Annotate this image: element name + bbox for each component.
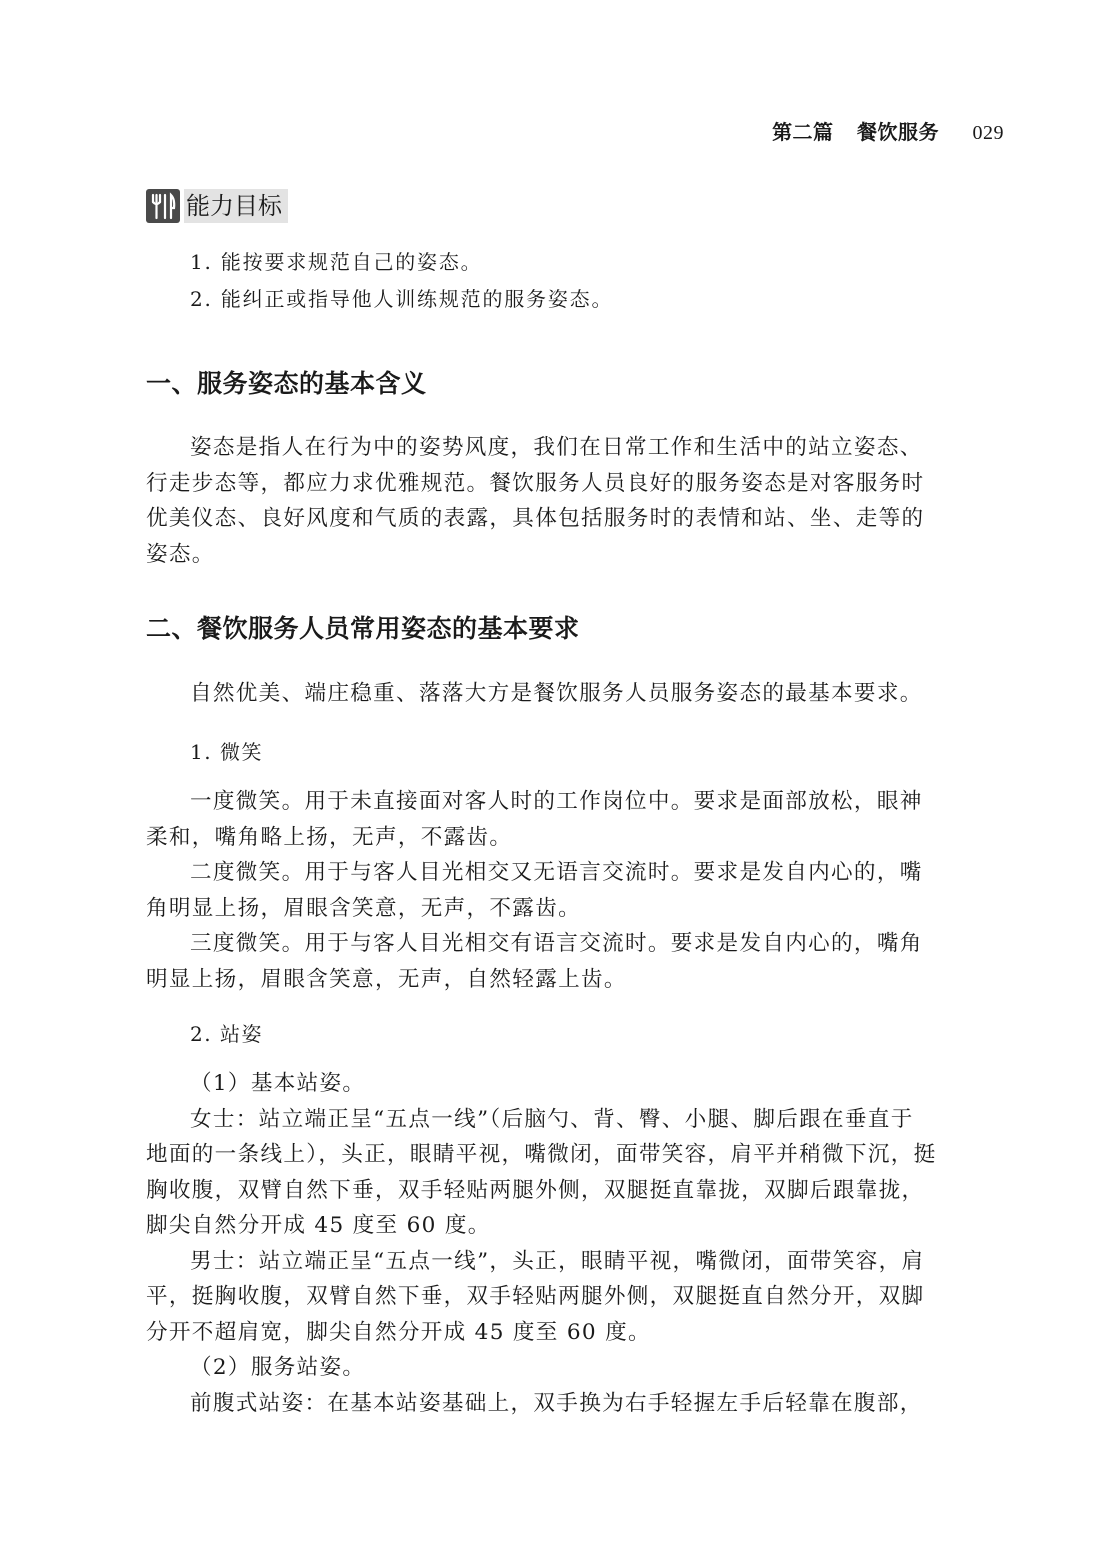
paragraph-line: 明显上扬，眉眼含笑意，无声，自然轻露上齿。 <box>146 966 627 992</box>
paragraph-line: 前腹式站姿：在基本站姿基础上，双手换为右手轻握左手后轻靠在腹部， <box>190 1390 923 1416</box>
paragraph-line: 脚尖自然分开成 45 度至 60 度。 <box>146 1213 491 1238</box>
paragraph-line: 二度微笑。用于与客人目光相交又无语言交流时。要求是发自内心的，嘴 <box>190 860 923 885</box>
fork-knife-icon <box>146 189 180 223</box>
smile-paragraphs <box>146 784 966 997</box>
ability-title: 能力目标 <box>184 189 288 223</box>
section-2-intro: 自然优美、端庄稳重、落落大方是餐饮服务人员服务姿态的最基本要求。 <box>190 681 923 706</box>
running-head <box>772 116 1004 145</box>
basic-stand-heading: （1）基本站姿。 <box>190 1071 366 1096</box>
chapter-label: 餐饮服务 <box>857 120 940 144</box>
paragraph-line: 姿态是指人在行为中的姿势风度，我们在日常工作和生活中的站立姿态、 <box>190 435 923 460</box>
objective-item-1: 1. 能按要求规范自己的姿态。 <box>190 250 483 274</box>
paragraph-line: 优美仪态、良好风度和气质的表露，具体包括服务时的表情和站、坐、走等的 <box>146 506 925 531</box>
service-stand-heading: （2）服务站姿。 <box>190 1355 366 1380</box>
section-1-paragraph <box>146 430 966 572</box>
paragraph-line: 角明显上扬，眉眼含笑意，无声，不露齿。 <box>146 895 581 921</box>
paragraph-line: 地面的一条线上），头正，眼睛平视，嘴微闭，面带笑容，肩平并稍微下沉，挺 <box>146 1142 937 1167</box>
ability-heading <box>146 188 288 224</box>
paragraph-line: 三度微笑。用于与客人目光相交有语言交流时。要求是发自内心的，嘴角 <box>190 931 923 956</box>
section-1-title: 一、服务姿态的基本含义 <box>146 369 427 398</box>
part-label: 第二篇 <box>772 120 834 144</box>
objective-item-2: 2. 能纠正或指导他人训练规范的服务姿态。 <box>190 287 614 311</box>
stand-heading: 2. 站姿 <box>190 1022 263 1046</box>
paragraph-line: 一度微笑。用于未直接面对客人时的工作岗位中。要求是面部放松，眼神 <box>190 789 923 814</box>
paragraph-line: 胸收腹，双臂自然下垂，双手轻贴两腿外侧，双腿挺直靠拢，双脚后跟靠拢， <box>146 1177 925 1203</box>
smile-heading: 1. 微笑 <box>190 740 263 764</box>
page-number: 029 <box>972 122 1004 144</box>
paragraph-line: 平，挺胸收腹，双臂自然下垂，双手轻贴两腿外侧，双腿挺直自然分开，双脚 <box>146 1284 925 1309</box>
paragraph-line: 行走步态等，都应力求优雅规范。餐饮服务人员良好的服务姿态是对客服务时 <box>146 470 925 496</box>
section-2-title: 二、餐饮服务人员常用姿态的基本要求 <box>146 614 580 643</box>
paragraph-line: 女士：站立端正呈“五点一线”（后脑勺、背、臀、小腿、脚后跟在垂直于 <box>190 1106 914 1132</box>
paragraph-line: 男士：站立端正呈“五点一线”，头正，眼睛平视，嘴微闭，面带笑容，肩 <box>190 1248 925 1274</box>
paragraph-line: 姿态。 <box>146 541 215 567</box>
paragraph-line: 分开不超肩宽，脚尖自然分开成 45 度至 60 度。 <box>146 1319 651 1345</box>
stand-paragraphs <box>146 1066 966 1421</box>
paragraph-line: 柔和，嘴角略上扬，无声，不露齿。 <box>146 824 513 850</box>
